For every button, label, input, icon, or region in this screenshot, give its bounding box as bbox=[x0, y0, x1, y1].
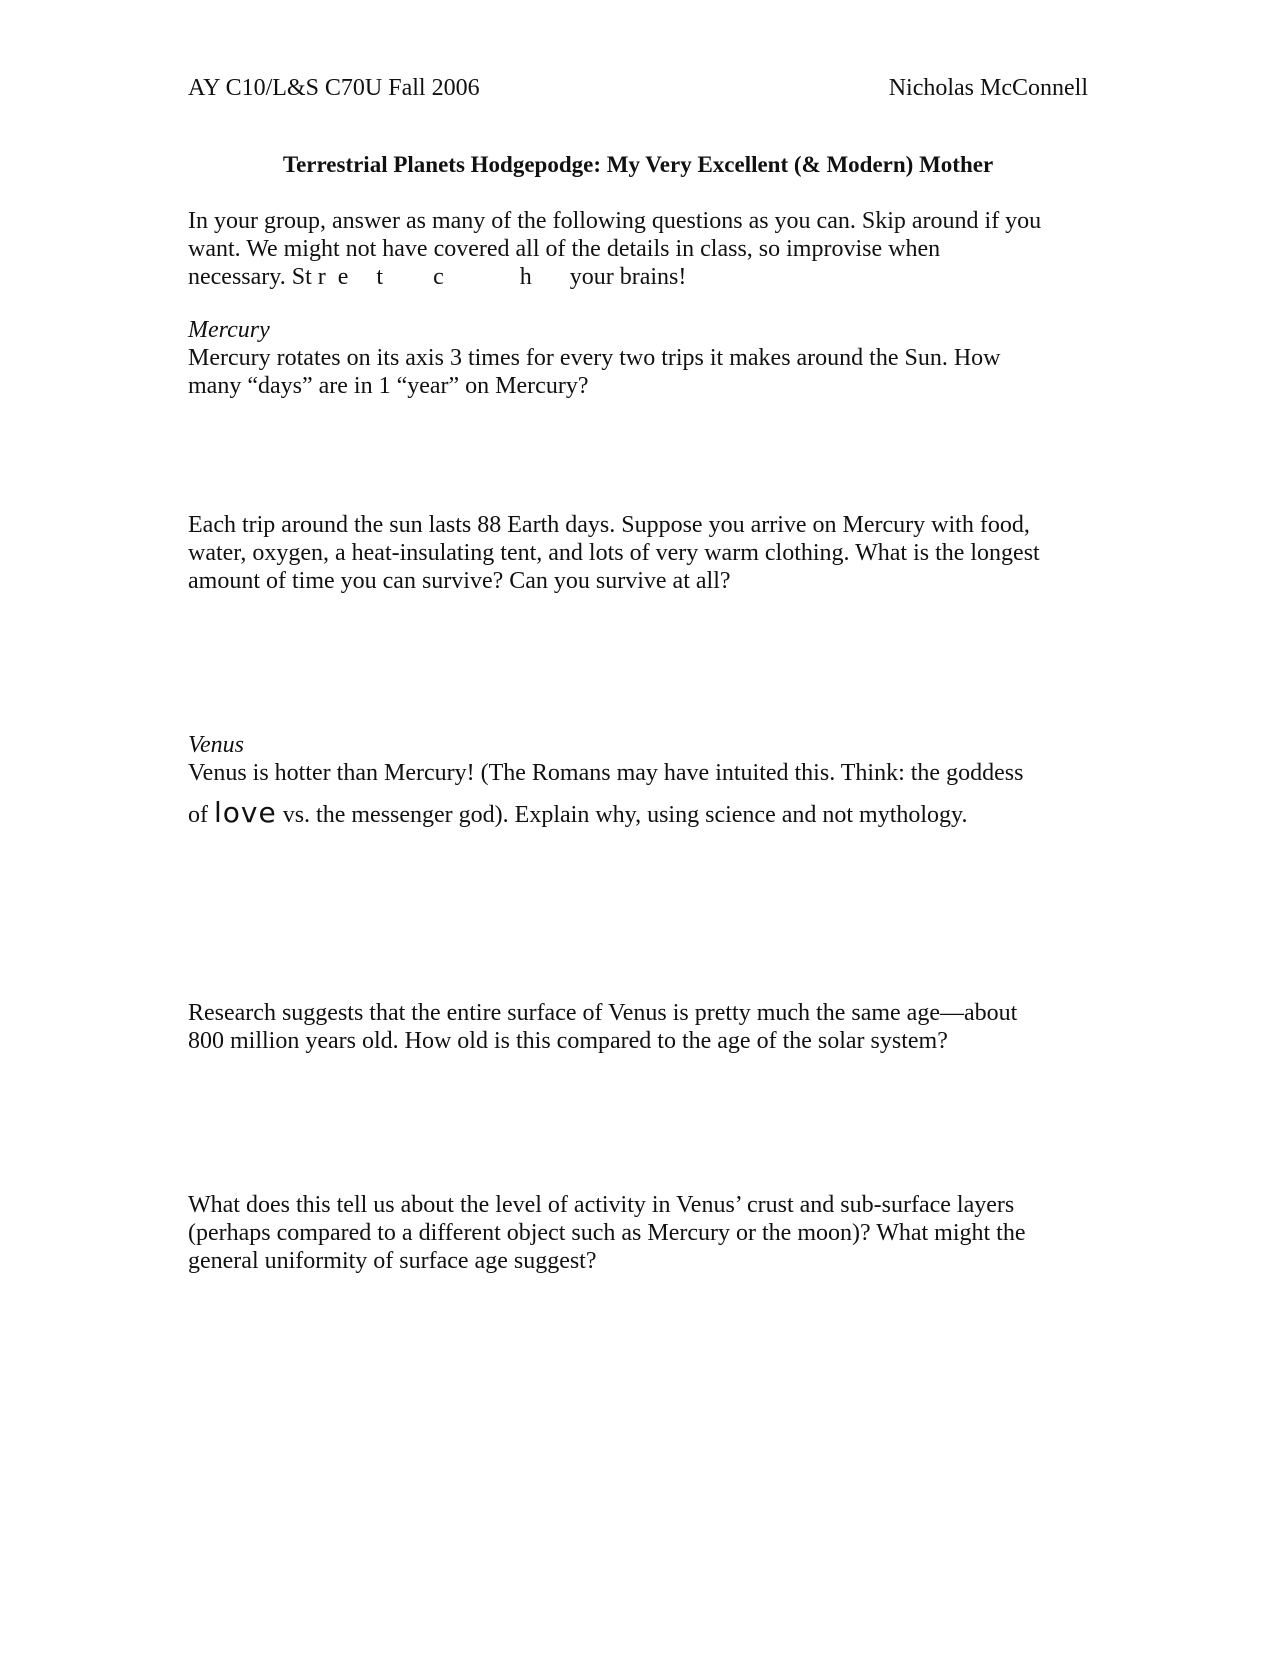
venus-question-1 bbox=[188, 759, 1088, 829]
stretch-letter-r: r bbox=[317, 264, 326, 290]
mercury-question-1 bbox=[188, 344, 1088, 400]
mercury-q1-line-2: many “days” are in 1 “year” on Mercury? bbox=[188, 373, 589, 399]
love-word: love bbox=[214, 796, 277, 829]
stretch-letter-t: t bbox=[376, 264, 384, 290]
mercury-q1-line-1: Mercury rotates on its axis 3 times for every two trips it makes around the Sun. How bbox=[188, 345, 1001, 371]
mercury-q2-line-2: water, oxygen, a heat-insulating tent, and lots of very warm clothing. What is the longest bbox=[188, 540, 1040, 566]
mercury-question-2 bbox=[188, 511, 1088, 595]
venus-q2-line-1: Research suggests that the entire surface of Venus is pretty much the same age—about bbox=[188, 1000, 1018, 1026]
intro-paragraph bbox=[188, 207, 1088, 291]
intro-line-1: In your group, answer as many of the following questions as you can. Skip around if you bbox=[188, 208, 1042, 234]
venus-q1-line-2-end: vs. the messenger god). Explain why, using science and not mythology. bbox=[276, 802, 968, 828]
worksheet-title: Terrestrial Planets Hodgepodge: My Very Excellent (& Modern) Mother bbox=[282, 152, 994, 177]
intro-line-2: want. We might not have covered all of the details in class, so improvise when bbox=[188, 236, 941, 262]
venus-q3-line-1: What does this tell us about the level of activity in Venus’ crust and sub-surface layers bbox=[188, 1192, 1015, 1218]
stretch-letter-c: c bbox=[433, 264, 444, 290]
venus-q1-line-2-start: of bbox=[188, 802, 214, 828]
mercury-q2-line-3: amount of time you can survive? Can you survive at all? bbox=[188, 568, 731, 594]
mercury-q2-line-1: Each trip around the sun lasts 88 Earth days. Suppose you arrive on Mercury with food, bbox=[188, 512, 1030, 538]
venus-heading: Venus bbox=[188, 732, 244, 758]
stretch-letter-e: e bbox=[337, 264, 349, 290]
mercury-heading: Mercury bbox=[188, 317, 270, 343]
stretch-letter-h: h bbox=[519, 264, 532, 290]
intro-line-3-start: necessary. St bbox=[188, 264, 312, 290]
intro-line-3-end: your brains! bbox=[569, 264, 687, 290]
venus-q2-line-2: 800 million years old. How old is this compared to the age of the solar system? bbox=[188, 1028, 948, 1054]
venus-question-2 bbox=[188, 999, 1088, 1055]
venus-question-3 bbox=[188, 1191, 1088, 1275]
venus-q3-line-2: (perhaps compared to a different object such as Mercury or the moon)? What might the bbox=[188, 1220, 1026, 1246]
venus-q3-line-3: general uniformity of surface age suggest? bbox=[188, 1248, 597, 1274]
course-header: AY C10/L&S C70U Fall 2006 bbox=[188, 75, 480, 101]
venus-q1-line-1: Venus is hotter than Mercury! (The Romans may have intuited this. Think: the goddess bbox=[188, 760, 1024, 786]
author-name: Nicholas McConnell bbox=[888, 75, 1088, 101]
intro-line-3 bbox=[188, 263, 1088, 291]
venus-q1-line-2 bbox=[188, 796, 1088, 829]
